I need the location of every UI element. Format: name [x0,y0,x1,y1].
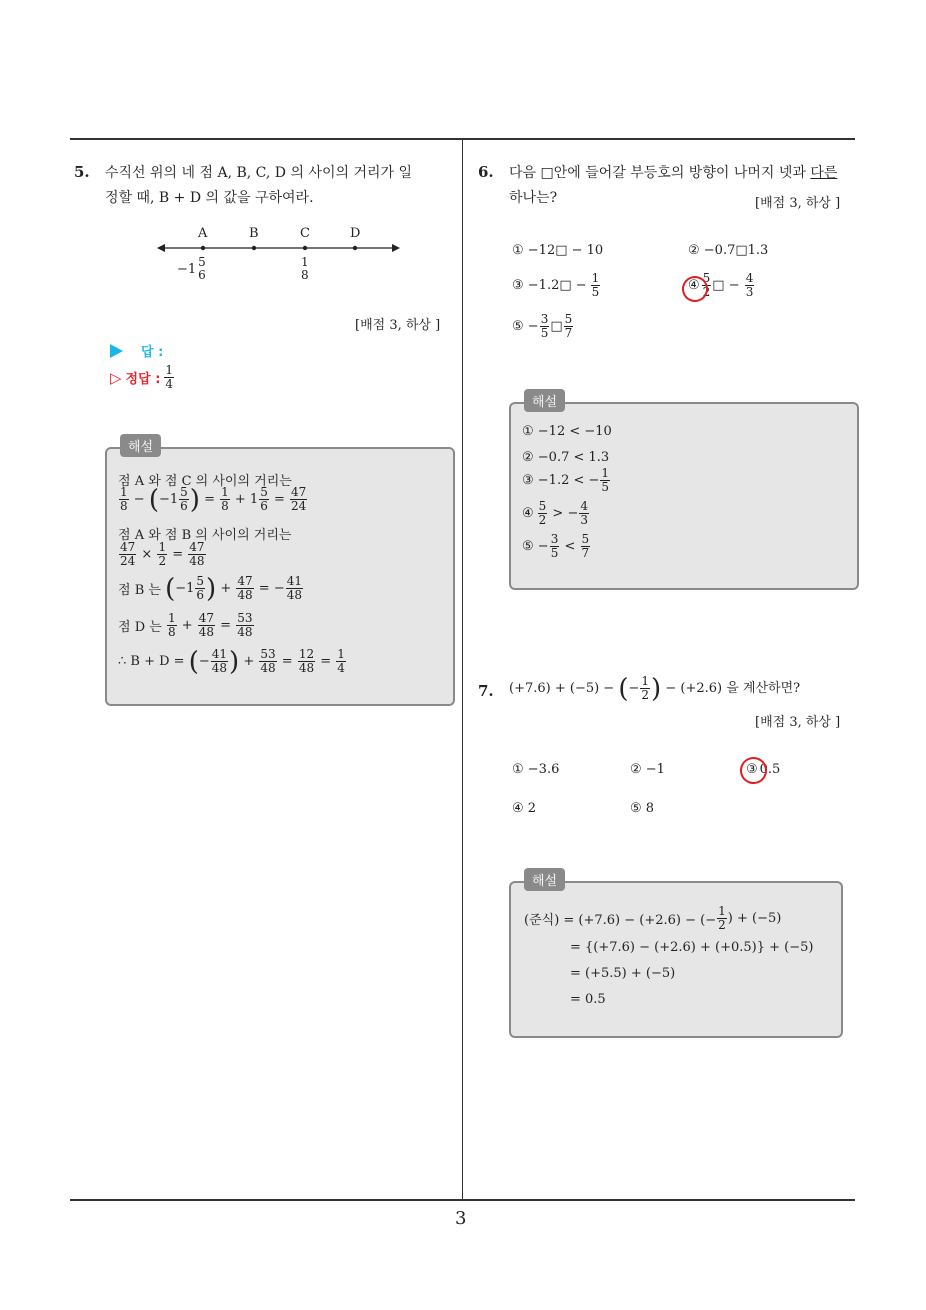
q5-label-c: C [300,226,310,241]
column-divider [462,139,463,1201]
q5-exp-line7: ∴ B + D = ( − $\frac{41}{48}$ ) + $\frac{53}{48}$ = $\frac{12}{48}$ = $\frac{1}{4}$ [118,646,345,677]
q6-score: [배점 3, 하상 ] [755,196,841,211]
q5-tick-a-den: 6 [198,268,206,282]
q7-option-1[interactable]: ① −3.6 [512,762,560,777]
q6-option-5-prefix: ⑤ − [512,319,539,334]
q7-option-4[interactable]: ④ 2 [512,801,537,816]
q6-option-3[interactable]: ③ −1.2□ − $\frac{1}{5}$ [512,271,600,299]
q7-option-3-mark: ③ [746,762,758,777]
q5-tick-a-whole: −1 [177,261,197,277]
q7-score: [배점 3, 하상 ] [755,715,841,730]
q6-exp-line2: ② −0.7 < 1.3 [522,450,610,465]
q5-exp-line6: 점 D 는 $\frac{1}{8}$ + $\frac{47}{48}$ = $\frac{53}{48}$ [118,611,253,639]
q6-option-5[interactable]: ⑤ − $\frac{3}{5}$ □ $\frac{5}{7}$ [512,312,573,340]
q7-text-prefix: (+7.6) + (−5) − [509,681,615,696]
q6-exp-line3-text: ③ −1.2 < − [522,473,600,488]
q5-number: 5. [74,163,90,181]
q6-exp-line5-prefix: ⑤ − [522,539,549,554]
q5-exp-line4: $\frac{47}{24}$ × $\frac{1}{2}$ = $\frac{47}{48}$ [120,540,205,568]
q5-exp-line3: 점 A 와 점 B 의 사이의 거리는 [118,528,292,543]
q7-explanation-tag: 해설 [524,868,565,891]
q5-correct-label: 정답 : [125,372,161,387]
q5-label-d: D [350,226,361,241]
q7-exp-line3: = (+5.5) + (−5) [570,966,676,981]
q7-text: (+7.6) + (−5) − ( − $\frac{1}{2}$ ) − (+2.6) 을 계산하면? [509,673,801,704]
q7-number: 7. [478,682,494,700]
q6-exp-line1: ① −12 < −10 [522,424,612,439]
q6-text-line2: 하나는? [509,190,558,206]
q6-number: 6. [478,163,494,181]
q6-exp-line5: ⑤ − $\frac{3}{5}$ < $\frac{5}{7}$ [522,532,590,560]
arrow-right-icon [392,244,400,252]
point-c [303,246,307,250]
q5-answer-label: 답 : [141,345,164,360]
q7-text-suffix: − (+2.6) 을 계산하면? [665,681,801,696]
q5-tick-c-num: 1 [301,255,309,269]
q5-tick-c-value [300,256,310,282]
q5-exp-line5: 점 B 는 ( −1 $\frac{5}{6}$ ) + $\frac{47}{48}$ = − $\frac{41}{48}$ [118,573,302,604]
q7-exp-line1: (준식) = (+7.6) − (+2.6) − (− $\frac{1}{2}$ ) + (−5) [524,904,782,932]
q5-answer-row [110,341,163,360]
q7-option-2[interactable]: ② −1 [630,762,665,777]
q7-exp-line4: = 0.5 [570,992,606,1007]
q5-tick-a-num: 5 [198,255,206,269]
q5-text-line2: 정할 때, B + D 의 값을 구하여라. [105,190,314,206]
q5-exp-pointD-label: 점 D 는 [118,620,162,635]
q6-option-2[interactable]: ② −0.7□1.3 [688,243,769,258]
point-a [201,246,205,250]
q5-exp-therefore: ∴ B + D = [118,654,185,669]
q6-option-4-mark: ④ [688,278,700,293]
q5-tick-a-value [177,256,207,282]
q7-option-5[interactable]: ⑤ 8 [630,801,655,816]
q5-correct-den: 4 [165,377,174,391]
q6-option-3-prefix: ③ −1.2□ − [512,278,587,293]
q5-text-line1: 수직선 위의 네 점 A, B, C, D 의 사이의 거리가 일 [105,165,412,181]
q6-option-4[interactable]: ④ $\frac{5}{2}$ □ − $\frac{4}{3}$ [688,271,754,299]
play-arrow-icon [110,344,123,358]
point-b [252,246,256,250]
q5-label-b: B [249,226,259,241]
q5-correct-num: 1 [165,363,174,377]
q6-text-main: 다음 □안에 들어갈 부등호의 방향이 나머지 넷과 [509,165,806,181]
q5-score: [배점 3, 하상 ] [355,318,441,333]
q5-tick-c-den: 8 [301,268,309,282]
q6-exp-line3: ③ −1.2 < − $\frac{1}{5}$ [522,466,610,494]
q7-option-3-value: 0.5 [759,762,781,777]
q5-exp-line1: 점 A 와 점 C 의 사이의 거리는 [118,474,292,489]
q6-option-1[interactable]: ① −12□ − 10 [512,243,604,258]
q6-explanation-tag: 해설 [524,389,565,412]
q5-correct-row [110,364,175,391]
q6-text-line1 [509,161,837,186]
q5-explanation-tag: 해설 [120,434,161,457]
triangle-outline-icon: ▷ [110,368,122,387]
q6-text-underlined: 다른 [810,165,838,181]
q7-selected-circle [737,754,770,787]
q6-exp-line4-mark: ④ [522,506,534,521]
page-number: 3 [455,1208,467,1229]
arrow-left-icon [157,244,165,252]
q5-exp-line2: $\frac{1}{8}$ − ( −1 $\frac{5}{6}$ ) = $\frac{1}{8}$ + 1 $\frac{5}{6}$ = $\frac{47}{24}$ [120,484,307,515]
point-d [353,246,357,250]
q7-exp-line1-suffix: ) + (−5) [727,911,782,926]
q5-label-a: A [198,226,208,241]
q7-exp-line1-prefix: (준식) = (+7.6) − (+2.6) − (− [524,913,717,928]
q5-exp-pointB-label: 점 B 는 [118,583,161,598]
footer-rule [70,1199,855,1201]
q7-exp-line2: = {(+7.6) − (+2.6) + (+0.5)} + (−5) [570,940,814,955]
q6-exp-line4: ④ $\frac{5}{2}$ > − $\frac{4}{3}$ [522,499,588,527]
